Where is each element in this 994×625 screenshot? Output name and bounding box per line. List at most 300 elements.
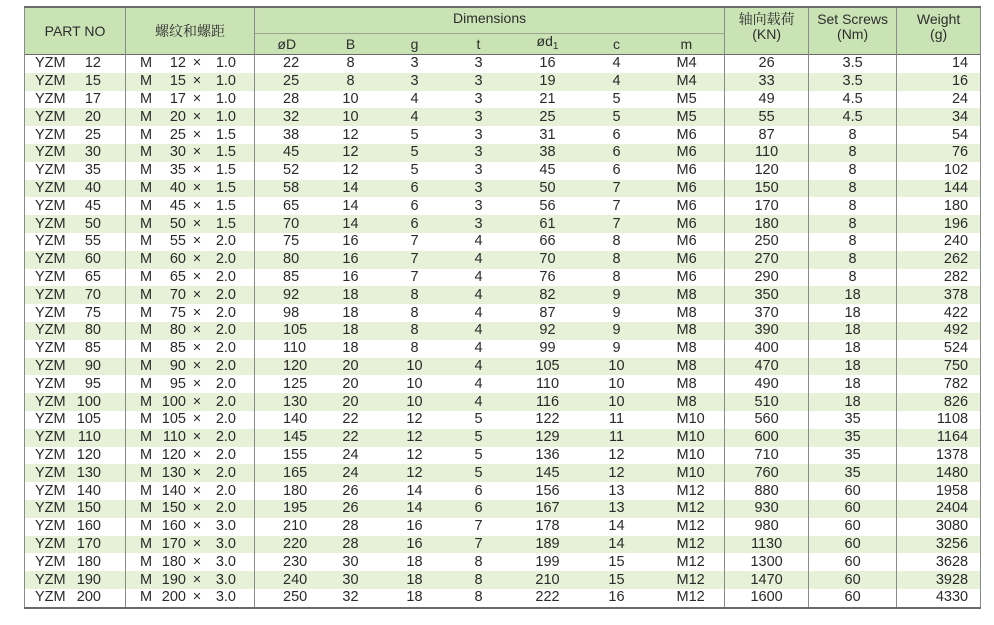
part-no-cell (25, 144, 126, 162)
set-screws-cell: 60 (809, 482, 897, 500)
thread-pitch: 3.0 (215, 589, 236, 606)
part-no-cell (25, 91, 126, 109)
thread-pitch: 1.0 (215, 90, 236, 107)
thread-pitch: 1.0 (215, 108, 236, 125)
thread-times: × (192, 304, 202, 321)
c-cell: 14 (585, 536, 649, 554)
part-no-cell (25, 162, 126, 180)
weight-cell: 34 (897, 108, 981, 126)
axial-load-cell: 270 (725, 251, 809, 269)
part-number: 65 (84, 268, 101, 285)
inner-diameter-cell: 56 (511, 197, 585, 215)
weight-cell: 3080 (897, 518, 981, 536)
slot-t-cell: 4 (447, 340, 511, 358)
c-cell: 11 (585, 411, 649, 429)
slot-g-cell: 12 (383, 447, 447, 465)
inner-diameter-cell: 167 (511, 500, 585, 518)
thread-times: × (192, 108, 202, 125)
thread-m: M (140, 571, 153, 588)
header-weight (897, 7, 981, 55)
table-row (25, 447, 981, 465)
thread-diameter: 150 (161, 500, 186, 517)
width-b-cell: 14 (319, 197, 383, 215)
thread-times: × (192, 446, 202, 463)
c-cell: 13 (585, 500, 649, 518)
weight-cell: 240 (897, 233, 981, 251)
inner-diameter-cell: 105 (511, 358, 585, 376)
part-prefix: YZM (35, 233, 66, 250)
thread-cell (126, 500, 255, 518)
c-cell: 15 (585, 571, 649, 589)
part-prefix: YZM (35, 268, 66, 285)
thread-times: × (192, 500, 202, 517)
part-prefix: YZM (35, 553, 66, 570)
slot-t-cell: 5 (447, 447, 511, 465)
set-screws-cell: 60 (809, 571, 897, 589)
width-b-cell: 8 (319, 73, 383, 91)
thread-diameter: 60 (169, 251, 186, 268)
part-prefix: YZM (35, 589, 66, 606)
thread-pitch: 1.5 (215, 144, 236, 161)
slot-g-cell: 6 (383, 215, 447, 233)
thread-diameter: 30 (169, 144, 186, 161)
thread-cell (126, 126, 255, 144)
thread-pitch: 3.0 (215, 571, 236, 588)
part-no-cell (25, 269, 126, 287)
weight-cell: 54 (897, 126, 981, 144)
thread-pitch: 3.0 (215, 518, 236, 535)
width-b-cell: 20 (319, 375, 383, 393)
slot-g-cell: 10 (383, 375, 447, 393)
m-cell: M5 (649, 91, 725, 109)
c-cell: 5 (585, 91, 649, 109)
set-screws-cell: 8 (809, 126, 897, 144)
part-no-cell (25, 108, 126, 126)
thread-cell (126, 55, 255, 73)
outer-diameter-cell: 145 (255, 429, 319, 447)
weight-cell: 3256 (897, 536, 981, 554)
outer-diameter-cell: 120 (255, 358, 319, 376)
width-b-cell: 28 (319, 518, 383, 536)
part-no-cell (25, 304, 126, 322)
table-header (25, 7, 981, 55)
width-b-cell: 10 (319, 108, 383, 126)
part-no-cell (25, 180, 126, 198)
inner-diameter-cell: 21 (511, 91, 585, 109)
width-b-cell: 18 (319, 286, 383, 304)
thread-cell (126, 589, 255, 608)
thread-times: × (192, 357, 202, 374)
width-b-cell: 28 (319, 536, 383, 554)
thread-m: M (140, 340, 153, 357)
thread-diameter: 95 (169, 375, 186, 392)
m-cell: M6 (649, 197, 725, 215)
thread-m: M (140, 268, 153, 285)
table-row (25, 269, 981, 287)
m-cell: M10 (649, 447, 725, 465)
header-axial-load-label: 轴向载荷 (738, 11, 795, 27)
width-b-cell: 14 (319, 180, 383, 198)
set-screws-cell: 8 (809, 269, 897, 287)
thread-cell (126, 340, 255, 358)
width-b-cell: 32 (319, 589, 383, 608)
header-c: c (585, 34, 649, 55)
inner-diameter-cell: 99 (511, 340, 585, 358)
part-number: 40 (84, 179, 101, 196)
part-prefix: YZM (35, 108, 66, 125)
outer-diameter-cell: 165 (255, 464, 319, 482)
part-no-cell (25, 358, 126, 376)
thread-m: M (140, 179, 153, 196)
m-cell: M8 (649, 358, 725, 376)
table-row (25, 251, 981, 269)
part-no-cell (25, 571, 126, 589)
set-screws-cell: 4.5 (809, 108, 897, 126)
part-no-cell (25, 375, 126, 393)
slot-t-cell: 4 (447, 269, 511, 287)
set-screws-cell: 8 (809, 162, 897, 180)
thread-m: M (140, 144, 153, 161)
thread-times: × (192, 251, 202, 268)
inner-diameter-cell: 50 (511, 180, 585, 198)
slot-t-cell: 4 (447, 286, 511, 304)
thread-pitch: 2.0 (215, 464, 236, 481)
thread-times: × (192, 322, 202, 339)
table-row (25, 162, 981, 180)
thread-times: × (192, 144, 202, 161)
axial-load-cell: 180 (725, 215, 809, 233)
set-screws-cell: 18 (809, 322, 897, 340)
thread-cell (126, 108, 255, 126)
table-row (25, 126, 981, 144)
part-number: 35 (84, 162, 101, 179)
thread-diameter: 80 (169, 322, 186, 339)
part-number: 30 (84, 144, 101, 161)
part-prefix: YZM (35, 518, 66, 535)
thread-m: M (140, 553, 153, 570)
thread-diameter: 20 (169, 108, 186, 125)
table-row (25, 215, 981, 233)
thread-pitch: 2.0 (215, 375, 236, 392)
slot-g-cell: 5 (383, 144, 447, 162)
axial-load-cell: 490 (725, 375, 809, 393)
thread-cell (126, 91, 255, 109)
thread-m: M (140, 411, 153, 428)
thread-times: × (192, 162, 202, 179)
table-row (25, 411, 981, 429)
table-row (25, 553, 981, 571)
thread-cell (126, 571, 255, 589)
slot-t-cell: 4 (447, 375, 511, 393)
inner-diameter-cell: 66 (511, 233, 585, 251)
weight-cell: 1108 (897, 411, 981, 429)
axial-load-cell: 33 (725, 73, 809, 91)
outer-diameter-cell: 220 (255, 536, 319, 554)
thread-times: × (192, 233, 202, 250)
part-prefix: YZM (35, 393, 66, 410)
part-prefix: YZM (35, 90, 66, 107)
c-cell: 6 (585, 162, 649, 180)
part-number: 150 (76, 500, 101, 517)
table-row (25, 180, 981, 198)
weight-cell: 16 (897, 73, 981, 91)
part-number: 75 (84, 304, 101, 321)
table-row (25, 197, 981, 215)
part-no-cell (25, 73, 126, 91)
slot-t-cell: 8 (447, 571, 511, 589)
outer-diameter-cell: 130 (255, 393, 319, 411)
axial-load-cell: 170 (725, 197, 809, 215)
axial-load-cell: 880 (725, 482, 809, 500)
m-cell: M4 (649, 73, 725, 91)
slot-g-cell: 3 (383, 73, 447, 91)
thread-m: M (140, 233, 153, 250)
outer-diameter-cell: 92 (255, 286, 319, 304)
thread-cell (126, 304, 255, 322)
slot-t-cell: 4 (447, 233, 511, 251)
c-cell: 11 (585, 429, 649, 447)
thread-m: M (140, 108, 153, 125)
thread-pitch: 2.0 (215, 411, 236, 428)
part-no-cell (25, 233, 126, 251)
thread-cell (126, 251, 255, 269)
m-cell: M8 (649, 393, 725, 411)
weight-cell: 2404 (897, 500, 981, 518)
c-cell: 10 (585, 375, 649, 393)
m-cell: M6 (649, 126, 725, 144)
inner-diameter-cell: 116 (511, 393, 585, 411)
c-cell: 6 (585, 144, 649, 162)
part-no-cell (25, 215, 126, 233)
set-screws-cell: 18 (809, 375, 897, 393)
thread-cell (126, 286, 255, 304)
outer-diameter-cell: 22 (255, 55, 319, 73)
slot-t-cell: 3 (447, 91, 511, 109)
slot-t-cell: 3 (447, 197, 511, 215)
thread-diameter: 190 (161, 571, 186, 588)
slot-g-cell: 4 (383, 108, 447, 126)
m-cell: M12 (649, 536, 725, 554)
thread-m: M (140, 55, 153, 72)
part-no-cell (25, 589, 126, 608)
part-prefix: YZM (35, 482, 66, 499)
slot-t-cell: 3 (447, 55, 511, 73)
thread-pitch: 2.0 (215, 482, 236, 499)
thread-pitch: 2.0 (215, 322, 236, 339)
set-screws-cell: 60 (809, 553, 897, 571)
outer-diameter-cell: 25 (255, 73, 319, 91)
width-b-cell: 22 (319, 429, 383, 447)
weight-cell: 282 (897, 269, 981, 287)
c-cell: 9 (585, 340, 649, 358)
slot-t-cell: 6 (447, 482, 511, 500)
axial-load-cell: 49 (725, 91, 809, 109)
part-no-cell (25, 286, 126, 304)
slot-t-cell: 7 (447, 518, 511, 536)
outer-diameter-cell: 70 (255, 215, 319, 233)
c-cell: 12 (585, 447, 649, 465)
thread-times: × (192, 571, 202, 588)
thread-m: M (140, 197, 153, 214)
m-cell: M12 (649, 571, 725, 589)
m-cell: M8 (649, 304, 725, 322)
inner-diameter-cell: 178 (511, 518, 585, 536)
part-number: 130 (76, 464, 101, 481)
width-b-cell: 24 (319, 464, 383, 482)
axial-load-cell: 980 (725, 518, 809, 536)
slot-g-cell: 18 (383, 571, 447, 589)
width-b-cell: 12 (319, 144, 383, 162)
part-number: 95 (84, 375, 101, 392)
slot-g-cell: 12 (383, 464, 447, 482)
thread-times: × (192, 553, 202, 570)
thread-times: × (192, 268, 202, 285)
part-no-cell (25, 464, 126, 482)
header-outer-diameter: øD (255, 34, 319, 55)
inner-diameter-cell: 110 (511, 375, 585, 393)
m-cell: M12 (649, 518, 725, 536)
axial-load-cell: 1130 (725, 536, 809, 554)
header-m: m (649, 34, 725, 55)
width-b-cell: 20 (319, 358, 383, 376)
axial-load-cell: 150 (725, 180, 809, 198)
header-axial-load-unit: (KN) (752, 26, 781, 42)
inner-diameter-cell: 70 (511, 251, 585, 269)
width-b-cell: 18 (319, 304, 383, 322)
part-no-cell (25, 197, 126, 215)
thread-diameter: 50 (169, 215, 186, 232)
slot-g-cell: 5 (383, 126, 447, 144)
set-screws-cell: 35 (809, 429, 897, 447)
table-body (25, 55, 981, 608)
m-cell: M8 (649, 375, 725, 393)
set-screws-cell: 35 (809, 411, 897, 429)
c-cell: 14 (585, 518, 649, 536)
thread-diameter: 120 (161, 446, 186, 463)
thread-pitch: 3.0 (215, 535, 236, 552)
thread-cell (126, 197, 255, 215)
thread-times: × (192, 90, 202, 107)
slot-g-cell: 12 (383, 429, 447, 447)
outer-diameter-cell: 65 (255, 197, 319, 215)
inner-diameter-cell: 145 (511, 464, 585, 482)
slot-t-cell: 4 (447, 322, 511, 340)
part-prefix: YZM (35, 162, 66, 179)
width-b-cell: 16 (319, 251, 383, 269)
weight-cell: 4330 (897, 589, 981, 608)
axial-load-cell: 87 (725, 126, 809, 144)
weight-cell: 3928 (897, 571, 981, 589)
slot-g-cell: 7 (383, 233, 447, 251)
weight-cell: 262 (897, 251, 981, 269)
part-number: 170 (76, 535, 101, 552)
axial-load-cell: 1470 (725, 571, 809, 589)
table-row (25, 286, 981, 304)
thread-pitch: 2.0 (215, 500, 236, 517)
axial-load-cell: 600 (725, 429, 809, 447)
m-cell: M10 (649, 429, 725, 447)
part-prefix: YZM (35, 144, 66, 161)
thread-pitch: 2.0 (215, 446, 236, 463)
thread-pitch: 1.5 (215, 197, 236, 214)
thread-cell (126, 429, 255, 447)
slot-g-cell: 18 (383, 553, 447, 571)
width-b-cell: 8 (319, 55, 383, 73)
part-no-cell (25, 393, 126, 411)
axial-load-cell: 710 (725, 447, 809, 465)
thread-times: × (192, 55, 202, 72)
slot-t-cell: 3 (447, 73, 511, 91)
axial-load-cell: 120 (725, 162, 809, 180)
header-dimensions: Dimensions (255, 7, 725, 34)
outer-diameter-cell: 38 (255, 126, 319, 144)
part-prefix: YZM (35, 322, 66, 339)
thread-pitch: 1.0 (215, 73, 236, 90)
weight-cell: 524 (897, 340, 981, 358)
table-row (25, 518, 981, 536)
thread-times: × (192, 126, 202, 143)
table-row (25, 322, 981, 340)
thread-pitch: 2.0 (215, 268, 236, 285)
m-cell: M6 (649, 180, 725, 198)
c-cell: 10 (585, 393, 649, 411)
width-b-cell: 26 (319, 500, 383, 518)
c-cell: 16 (585, 589, 649, 608)
table-row (25, 536, 981, 554)
thread-m: M (140, 322, 153, 339)
inner-diameter-cell: 45 (511, 162, 585, 180)
m-cell: M6 (649, 233, 725, 251)
thread-diameter: 130 (161, 464, 186, 481)
part-prefix: YZM (35, 446, 66, 463)
slot-g-cell: 14 (383, 500, 447, 518)
inner-diameter-cell: 210 (511, 571, 585, 589)
thread-m: M (140, 90, 153, 107)
thread-diameter: 200 (161, 589, 186, 606)
weight-cell: 24 (897, 91, 981, 109)
width-b-cell: 12 (319, 162, 383, 180)
part-no-cell (25, 322, 126, 340)
part-prefix: YZM (35, 500, 66, 517)
slot-t-cell: 7 (447, 536, 511, 554)
inner-diameter-cell: 76 (511, 269, 585, 287)
outer-diameter-cell: 52 (255, 162, 319, 180)
slot-g-cell: 16 (383, 536, 447, 554)
header-width-b: B (319, 34, 383, 55)
part-no-cell (25, 518, 126, 536)
thread-m: M (140, 535, 153, 552)
m-cell: M8 (649, 286, 725, 304)
c-cell: 7 (585, 215, 649, 233)
table-row (25, 500, 981, 518)
inner-diameter-cell: 16 (511, 55, 585, 73)
part-number: 105 (76, 411, 101, 428)
slot-t-cell: 5 (447, 411, 511, 429)
thread-diameter: 25 (169, 126, 186, 143)
set-screws-cell: 4.5 (809, 91, 897, 109)
thread-m: M (140, 482, 153, 499)
c-cell: 8 (585, 233, 649, 251)
outer-diameter-cell: 210 (255, 518, 319, 536)
inner-diameter-cell: 156 (511, 482, 585, 500)
set-screws-cell: 3.5 (809, 55, 897, 73)
weight-cell: 3628 (897, 553, 981, 571)
c-cell: 8 (585, 269, 649, 287)
axial-load-cell: 1300 (725, 553, 809, 571)
width-b-cell: 30 (319, 571, 383, 589)
table-row (25, 393, 981, 411)
thread-times: × (192, 411, 202, 428)
